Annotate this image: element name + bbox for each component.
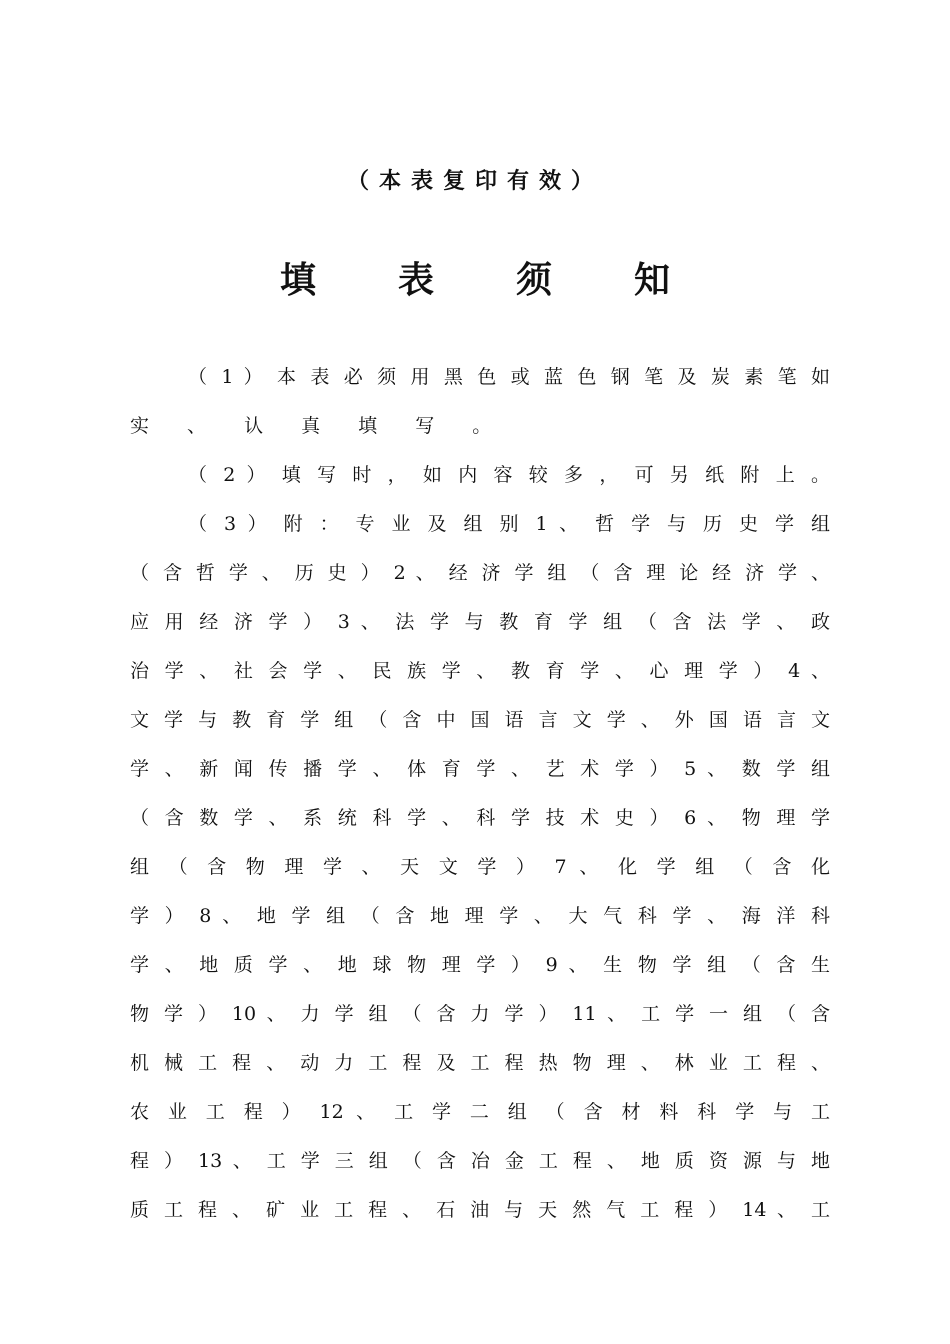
instructions-body bbox=[130, 355, 830, 1237]
instruction-line: 程 ） 13 、 工 学 三 组 （ 含 冶 金 工 程 、 地 质 资 源 与 地 bbox=[130, 1150, 830, 1172]
instruction-line: 学 、 地 质 学 、 地 球 物 理 学 ） 9 、 生 物 学 组 （ 含 生 bbox=[130, 954, 830, 976]
copy-valid-note: （本表复印有效） bbox=[346, 168, 603, 194]
instruction-line: 农 业 工 程 ） 12 、 工 学 二 组 （ 含 材 料 科 学 与 工 bbox=[130, 1101, 830, 1123]
instruction-line: 质 工 程 、 矿 业 工 程 、 石 油 与 天 然 气 工 程 ） 14 、 工 bbox=[130, 1199, 830, 1221]
instruction-line: （ 含 数 学 、 系 统 科 学 、 科 学 技 术 史 ） 6 、 物 理 学 bbox=[130, 807, 830, 829]
instruction-line: （ 3 ） 附 ： 专 业 及 组 别 1 、 哲 学 与 历 史 学 组 bbox=[188, 513, 830, 535]
instruction-line: （ 含 哲 学 、 历 史 ） 2 、 经 济 学 组 （ 含 理 论 经 济 学 、 bbox=[130, 562, 830, 584]
instruction-line: 应 用 经 济 学 ） 3 、 法 学 与 教 育 学 组 （ 含 法 学 、 政 bbox=[130, 611, 830, 633]
instruction-line: 学 、 新 闻 传 播 学 、 体 育 学 、 艺 术 学 ） 5 、 数 学 组 bbox=[130, 758, 830, 780]
instruction-line: 学 ） 8 、 地 学 组 （ 含 地 理 学 、 大 气 科 学 、 海 洋 科 bbox=[130, 905, 830, 927]
instruction-line: 机 械 工 程 、 动 力 工 程 及 工 程 热 物 理 、 林 业 工 程 、 bbox=[130, 1052, 830, 1074]
page-title: 填表须知 bbox=[279, 259, 752, 301]
instruction-line: （ 2 ） 填 写 时 ， 如 内 容 较 多 ， 可 另 纸 附 上 。 bbox=[188, 464, 830, 486]
instruction-line: 物 学 ） 10 、 力 学 组 （ 含 力 学 ） 11 、 工 学 一 组 （ 含 bbox=[130, 1003, 830, 1025]
instruction-line: 治 学 、 社 会 学 、 民 族 学 、 教 育 学 、 心 理 学 ） 4 、 bbox=[130, 660, 830, 682]
instruction-line: 实 、 认 真 填 写 。 bbox=[130, 415, 508, 437]
instruction-line: 组 （ 含 物 理 学 、 天 文 学 ） 7 、 化 学 组 （ 含 化 bbox=[130, 856, 830, 878]
instruction-line: （ 1 ） 本 表 必 须 用 黑 色 或 蓝 色 钢 笔 及 炭 素 笔 如 bbox=[188, 366, 830, 388]
instruction-line: 文 学 与 教 育 学 组 （ 含 中 国 语 言 文 学 、 外 国 语 言 文 bbox=[130, 709, 830, 731]
